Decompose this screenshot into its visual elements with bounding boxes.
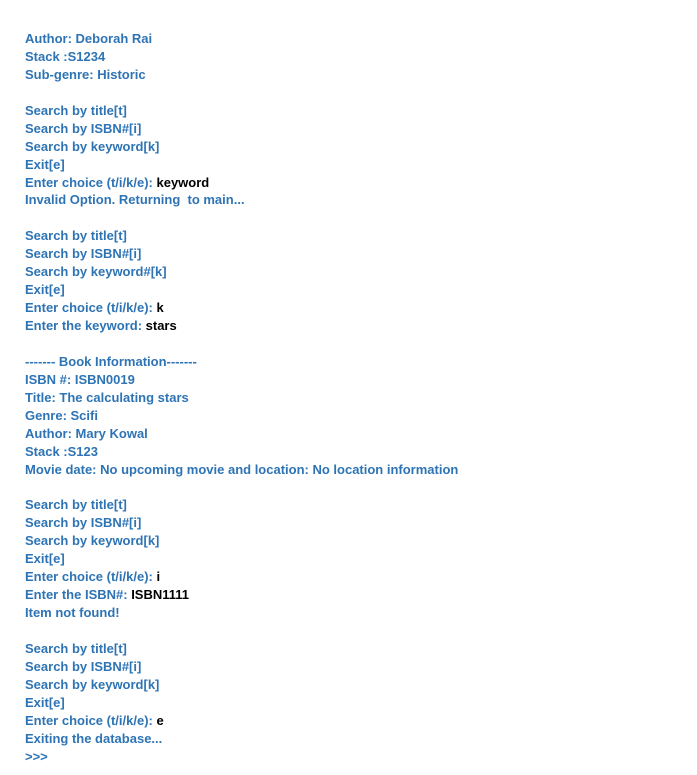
console-line <box>25 425 685 443</box>
blank-line <box>25 622 685 640</box>
console-line <box>25 281 685 299</box>
output-text: Title: The calculating stars <box>25 389 189 405</box>
output-text: Stack :S123 <box>25 443 98 459</box>
blank-line <box>25 84 685 102</box>
console-line <box>25 443 685 461</box>
console-output <box>25 30 685 765</box>
console-line <box>25 532 685 550</box>
output-text: Search by title[t] <box>25 102 127 118</box>
output-text: Search by keyword[k] <box>25 533 160 549</box>
console-block <box>25 30 685 84</box>
console-block <box>25 353 685 479</box>
console-line <box>25 30 685 48</box>
console-block <box>25 640 685 766</box>
console-line <box>25 496 685 514</box>
console-line <box>25 568 685 586</box>
output-text: Search by title[t] <box>25 640 127 656</box>
output-text: Invalid Option. Returning to main... <box>25 192 245 208</box>
user-input-text: keyword <box>156 174 210 190</box>
console-line <box>25 676 685 694</box>
console-block <box>25 227 685 335</box>
output-text: Exit[e] <box>25 694 65 710</box>
output-text: Search by keyword#[k] <box>25 264 167 280</box>
console-line <box>25 389 685 407</box>
console-line <box>25 245 685 263</box>
output-text: Exit[e] <box>25 156 65 172</box>
console-line <box>25 48 685 66</box>
output-text: Movie date: No upcoming movie and location: No location information <box>25 461 459 477</box>
output-text: ISBN #: ISBN0019 <box>25 371 135 387</box>
blank-line <box>25 335 685 353</box>
console-line <box>25 514 685 532</box>
output-text: Author: Deborah Rai <box>25 31 153 46</box>
console-line <box>25 263 685 281</box>
output-text: Enter choice (t/i/k/e): <box>25 569 157 585</box>
console-line <box>25 138 685 156</box>
output-text: Exiting the database... <box>25 730 163 746</box>
console-block <box>25 102 685 210</box>
user-input-text: e <box>156 712 164 728</box>
output-text: Author: Mary Kowal <box>25 425 148 441</box>
output-text: Search by title[t] <box>25 228 127 244</box>
output-text: Search by ISBN#[i] <box>25 120 142 136</box>
user-input-text: i <box>156 569 161 585</box>
output-text: Search by ISBN#[i] <box>25 658 142 674</box>
user-input-text: k <box>156 300 164 316</box>
console-line <box>25 191 685 209</box>
console-line <box>25 658 685 676</box>
blank-line <box>25 478 685 496</box>
output-text: Genre: Scifi <box>25 407 98 423</box>
user-input-text: stars <box>145 318 177 333</box>
output-text: Search by ISBN#[i] <box>25 246 142 262</box>
console-block <box>25 496 685 622</box>
output-text: Search by title[t] <box>25 497 127 513</box>
console-line <box>25 694 685 712</box>
console-line <box>25 156 685 174</box>
user-input-text: ISBN1111 <box>131 587 190 603</box>
console-line <box>25 120 685 138</box>
output-text: Item not found! <box>25 605 120 620</box>
console-line <box>25 102 685 120</box>
output-text: Enter choice (t/i/k/e): <box>25 300 157 316</box>
output-text: Enter the ISBN#: <box>25 587 132 603</box>
console-line <box>25 407 685 425</box>
blank-line <box>25 209 685 227</box>
output-text: ------- Book Information------- <box>25 353 197 369</box>
console-line <box>25 227 685 245</box>
output-text: Sub-genre: Historic <box>25 66 146 82</box>
output-text: Exit[e] <box>25 282 65 298</box>
console-line <box>25 371 685 389</box>
console-line <box>25 640 685 658</box>
console-line <box>25 550 685 568</box>
console-line <box>25 317 685 335</box>
output-text: Search by keyword[k] <box>25 676 160 692</box>
output-text: Search by keyword[k] <box>25 138 160 154</box>
output-text: Search by ISBN#[i] <box>25 515 142 531</box>
console-line <box>25 174 685 192</box>
output-text: Stack :S1234 <box>25 48 106 64</box>
console-line <box>25 712 685 730</box>
console-line <box>25 748 685 766</box>
console-line <box>25 461 685 479</box>
console-line <box>25 299 685 317</box>
output-text: Enter choice (t/i/k/e): <box>25 712 157 728</box>
console-line <box>25 66 685 84</box>
output-text: >>> <box>25 748 48 764</box>
console-line <box>25 730 685 748</box>
console-line <box>25 604 685 622</box>
console-line <box>25 353 685 371</box>
console-line <box>25 586 685 604</box>
output-text: Exit[e] <box>25 551 65 567</box>
output-text: Enter the keyword: <box>25 318 146 333</box>
output-text: Enter choice (t/i/k/e): <box>25 174 157 190</box>
